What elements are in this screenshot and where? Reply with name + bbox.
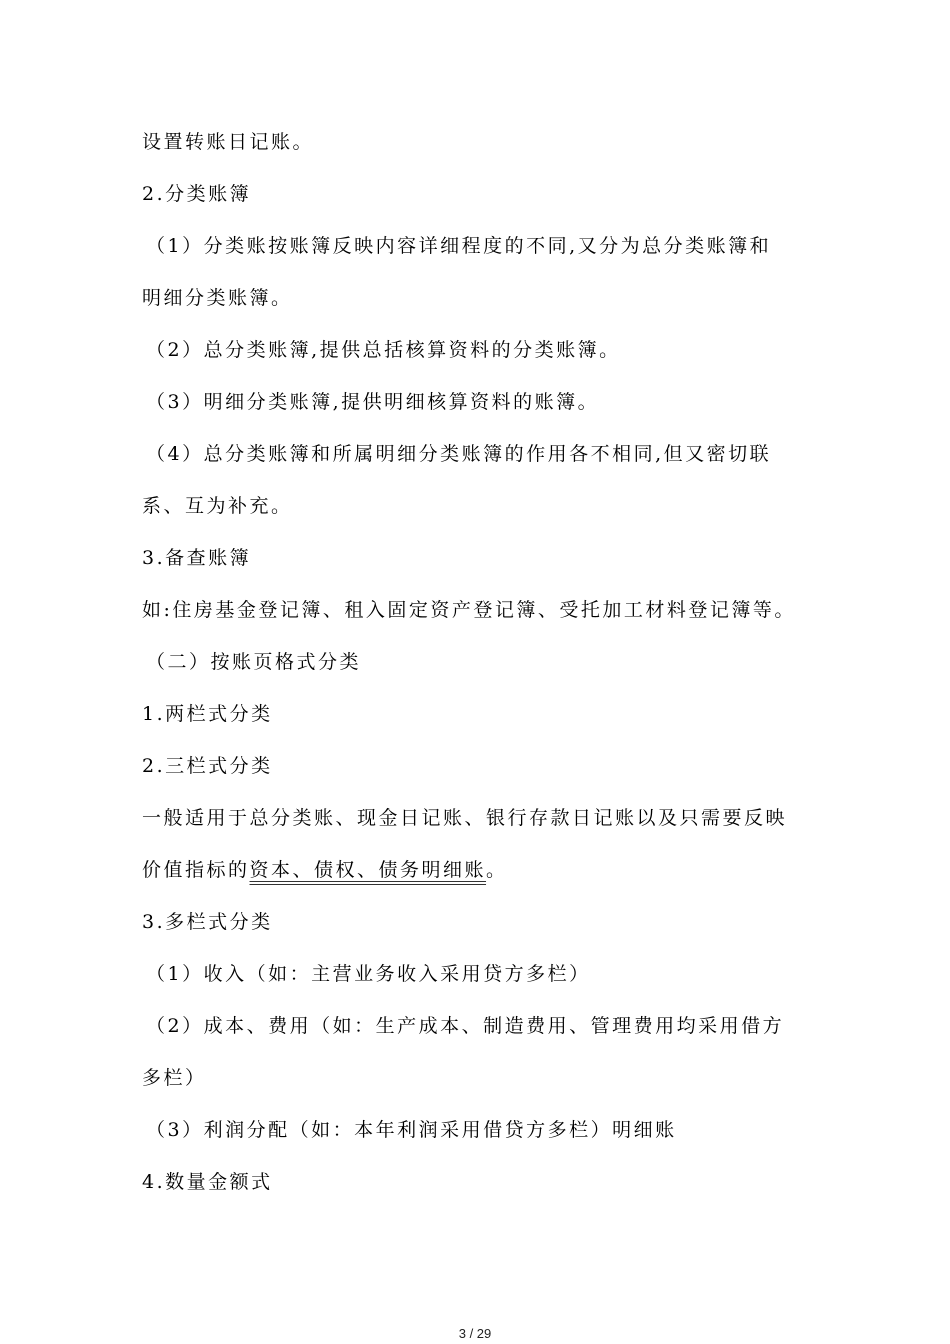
section-heading: 3.多栏式分类 xyxy=(142,911,273,933)
underlined-text: 资本、债权、债务明细账 xyxy=(249,859,487,881)
section-heading: 3.备查账簿 xyxy=(142,547,252,569)
text-line: （2）成本、费用（如：生产成本、制造费用、管理费用均采用借方 xyxy=(146,1015,785,1037)
text-line: 设置转账日记账。 xyxy=(142,131,315,153)
text-line: （1）分类账按账簿反映内容详细程度的不同,又分为总分类账簿和 xyxy=(146,235,772,257)
text-line: （1）收入（如：主营业务收入采用贷方多栏） xyxy=(146,963,591,985)
document-body xyxy=(142,116,842,1208)
text-line: 一般适用于总分类账、现金日记账、银行存款日记账以及只需要反映 xyxy=(142,807,788,829)
text-line: 多栏） xyxy=(142,1067,207,1089)
text-line: 明细分类账簿。 xyxy=(142,287,293,309)
section-heading: 2.分类账簿 xyxy=(142,183,252,205)
text-line: （4）总分类账簿和所属明细分类账簿的作用各不相同,但又密切联 xyxy=(146,443,772,465)
text-fragment: 价值指标的 xyxy=(142,859,250,881)
text-line: （3）明细分类账簿,提供明细核算资料的账簿。 xyxy=(146,391,600,413)
text-line-with-underline xyxy=(142,844,842,896)
section-heading: 4.数量金额式 xyxy=(142,1171,273,1193)
text-line: （3）利润分配（如：本年利润采用借贷方多栏）明细账 xyxy=(146,1119,677,1141)
text-line: 系、互为补充。 xyxy=(142,495,293,517)
text-fragment: 。 xyxy=(486,859,508,881)
text-line: （2）总分类账簿,提供总括核算资料的分类账簿。 xyxy=(146,339,621,361)
section-heading: 1.两栏式分类 xyxy=(142,703,273,725)
text-line: 如:住房基金登记簿、租入固定资产登记簿、受托加工材料登记簿等。 xyxy=(142,599,796,621)
section-heading: （二）按账页格式分类 xyxy=(146,651,362,673)
page-number: 3 / 29 xyxy=(458,1326,492,1341)
section-heading: 2.三栏式分类 xyxy=(142,755,273,777)
